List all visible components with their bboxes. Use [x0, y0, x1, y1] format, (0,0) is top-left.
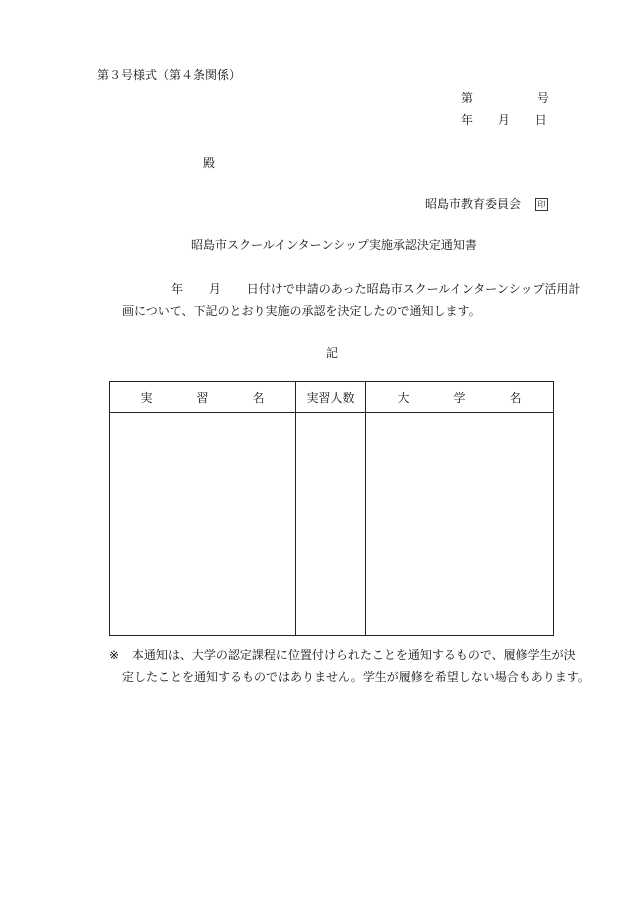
- note-line-1: [109, 646, 576, 663]
- note-mark: ※: [109, 648, 120, 662]
- cell-university-name: [366, 413, 554, 636]
- body-month: 月: [208, 282, 221, 296]
- addressee-honorific: 殿: [203, 156, 216, 170]
- header-char: 習: [196, 390, 209, 405]
- seal-icon: 印: [535, 198, 548, 211]
- header-char: 大: [397, 390, 410, 405]
- notice-number-line: [461, 89, 549, 106]
- note-line-2: 定したことを通知するものではありません。学生が履修を希望しない場合もあります。: [122, 670, 590, 684]
- issuer: [425, 195, 548, 212]
- date-month: 月: [497, 113, 510, 127]
- header-char: 名: [252, 390, 265, 405]
- date-year: 年: [461, 113, 474, 127]
- note-line1-text: 本通知は、大学の認定課程に位置付けられたことを通知するもので、履修学生が決: [131, 648, 576, 662]
- header-university-name: [366, 382, 554, 413]
- table-row: [110, 413, 554, 636]
- cell-participant-count: [296, 413, 366, 636]
- header-practice-name: [110, 382, 296, 413]
- number-suffix: 号: [536, 91, 549, 105]
- document-title: 昭島市スクールインターンシップ実施承認決定通知書: [191, 238, 477, 252]
- cell-practice-name: [110, 413, 296, 636]
- header-participant-count: [296, 382, 366, 413]
- number-prefix: 第: [461, 91, 474, 105]
- body-year: 年: [171, 282, 184, 296]
- table-header-row: [110, 382, 554, 413]
- header-count-label: 実習人数: [306, 390, 355, 405]
- ki-heading: 記: [326, 346, 339, 360]
- body-line-2: 画について、下記のとおり実施の承認を決定したので通知します。: [122, 304, 481, 318]
- body-line-1: [171, 280, 580, 297]
- header-char: 実: [140, 390, 153, 405]
- header-char: 名: [509, 390, 522, 405]
- date-day: 日: [534, 113, 547, 127]
- record-table: [109, 381, 554, 636]
- notice-date-line: [461, 111, 547, 128]
- header-char: 学: [453, 390, 466, 405]
- body-line1-rest: 日付けで申請のあった昭島市スクールインターンシップ活用計: [246, 282, 581, 296]
- issuer-name: 昭島市教育委員会: [425, 197, 522, 211]
- form-number-label: 第３号様式（第４条関係）: [97, 68, 242, 82]
